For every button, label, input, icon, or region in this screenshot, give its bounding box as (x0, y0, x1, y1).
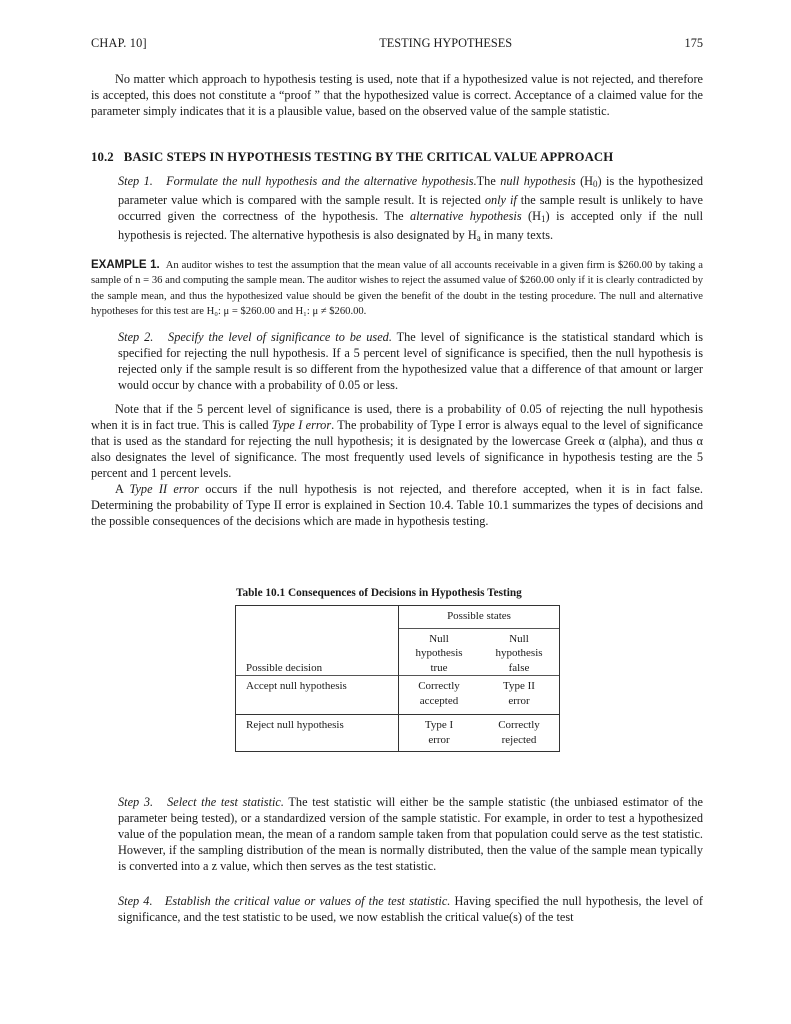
column-null-false (479, 628, 560, 676)
possible-states-header: Possible states (399, 606, 560, 629)
step-2-heading: Specify the level of significance to be used. (168, 330, 392, 345)
type-1-paragraph (91, 401, 703, 481)
running-title: TESTING HYPOTHESES (379, 36, 513, 50)
step-4-heading: Establish the critical value or values of the test statistic. (164, 894, 451, 908)
emphasis-only-if: only if (484, 193, 517, 207)
row-header: Possible decision (236, 628, 399, 676)
step-4-paragraph (118, 893, 703, 925)
cell-line: Type II (503, 680, 535, 692)
row-accept-label: Accept null hypothesis (236, 676, 399, 715)
step-4-text: Having specified the null hypothesis, the level of significance, and the test statistic to be used, we now establish the critical value(s) of the test (118, 894, 703, 924)
type-2-paragraph (91, 481, 703, 529)
step-1-text: (H (575, 174, 594, 188)
step-1-paragraph (118, 173, 703, 246)
null-hypothesis-term: null hypothesis (500, 174, 576, 188)
table-corner (236, 606, 399, 629)
column-header-line: true (430, 661, 448, 674)
column-header-line: Null (429, 632, 449, 645)
cell-type-2-error (479, 676, 560, 715)
step-1-text: ) is the hypothesized parameter value which is compared with the sample result. It is rejected (118, 174, 703, 207)
alternative-hypothesis-term: alternative hypothesis (410, 209, 522, 223)
paragraph-text: . The probability of Type I error is always equal to the level of significance that is used as the standard for rejecting the null hypothesis; it is designated by the lowercase Greek α (alpha), and thus α also designates the level of significance. The most frequently used levels of significance in hypothesis testing are the 5 percent and 1 percent levels. (91, 418, 703, 481)
cell-line: error (428, 733, 450, 746)
intro-paragraph: No matter which approach to hypothesis testing is used, note that if a hypothesized value is not rejected, and therefore is accepted, this does not constitute a “proof ” that the hypothesized value is correct. Acceptance of a claimed value for the parameter simply indicates that it is a plausible value, based on the observed value of the sample statistic. (91, 72, 703, 118)
section-heading (91, 150, 703, 165)
step-3-text: The test statistic will either be the sample statistic (the unbiased estimator of the parameter being tested), or a standardized version of the sample statistic. For example, in order to test a hypothesized value of the population mean, the mean of a random sample taken from that population could serve as the test statistic. However, if the sampling distribution of the mean is normally distributed, then the value of the sample mean typically is converted into a z value, which then serves as the test statistic. (118, 795, 704, 873)
cell-line: Correctly (418, 680, 460, 692)
column-header-line: hypothesis (495, 647, 543, 659)
subscript: a (476, 233, 481, 243)
cell-line: Type I (424, 719, 454, 731)
chapter-label: CHAP. 10] (91, 36, 147, 50)
step-3-paragraph (118, 794, 703, 874)
decision-table (235, 605, 560, 752)
example-label: EXAMPLE 1. (91, 259, 160, 271)
section-title: BASIC STEPS IN HYPOTHESIS TESTING BY THE CRITICAL VALUE APPROACH (123, 150, 614, 164)
step-2-text: The level of significance is the statistical standard which is specified for rejecting the null hypothesis. If a 5 percent level of significance is specified, then the null hypothesis is rejected only if the sample result is so different from the hypothesized value that a difference of that amount or larger would occur by chance with a probability of 0.05 or less. (118, 330, 704, 393)
cell-line: Correctly (498, 719, 540, 731)
example-text: An auditor wishes to test the assumption that the mean value of all accounts receivable in a given firm is $260.00 by taking a sample of n = 36 and computing the sample mean. The auditor wishes to reject the assumed value of $260.00 only if it is clearly contradicted by the sample mean, and thus the hypothesized value should be given the benefit of the doubt in the testing procedure. The null and alternative hypotheses for this test are H₀: μ = $260.00 and H₁: μ ≠ $260.00. (91, 260, 703, 317)
cell-type-1-error (399, 715, 480, 752)
subscript: 1 (541, 214, 546, 224)
column-header-line: false (508, 661, 530, 674)
cell-line: accepted (419, 694, 459, 707)
cell-correctly-accepted (399, 676, 480, 715)
step-1-text: the sample result is unlikely to have occurred given the correctness of the hypothesis. The (118, 193, 703, 223)
step-2-label: Step 2. (118, 330, 154, 345)
table-caption: Table 10.1 Consequences of Decisions in Hypothesis Testing (236, 587, 522, 599)
cell-correctly-rejected (479, 715, 560, 752)
column-null-true (399, 628, 480, 676)
example-1 (91, 258, 703, 319)
step-1-heading: Formulate the null hypothesis and the alternative hypothesis. (166, 174, 477, 188)
page-number: 175 (684, 36, 703, 50)
step-3-label: Step 3. (118, 795, 154, 809)
step-1-label: Step 1. (118, 174, 153, 188)
paragraph-text: occurs if the null hypothesis is not rejected, and therefore accepted, when it is in fact false. Determining the probability of Type II error is explained in Section 10.4. Table 10.1 summarizes the types of decisions and the possible consequences of the decisions which are made in hypothesis testing. (91, 482, 703, 529)
step-4-label: Step 4. (118, 894, 153, 908)
column-header-line: Null (509, 632, 529, 645)
type-2-term: Type II error (129, 482, 199, 497)
section-number: 10.2 (91, 150, 114, 164)
cell-line: error (508, 694, 530, 707)
paragraph-text: A (115, 482, 130, 497)
row-reject-label: Reject null hypothesis (236, 715, 399, 752)
column-header-line: hypothesis (415, 647, 463, 659)
step-2-paragraph (118, 329, 703, 393)
subscript: 0 (593, 179, 598, 189)
step-1-text: ) is accepted only if the null hypothesis is rejected. The alternative hypothesis is also designated by H (118, 209, 703, 242)
type-1-term: Type I error (271, 418, 332, 433)
paragraph-text: Note that if the 5 percent level of significance is used, there is a probability of 0.05 of rejecting the null hypothesis when it is in fact true. This is called (91, 402, 703, 433)
running-header (91, 36, 703, 54)
cell-line: rejected (501, 733, 537, 746)
step-1-text: (H (521, 209, 542, 223)
step-3-heading: Select the test statistic. (167, 795, 284, 809)
step-1-text: in many texts. (480, 228, 554, 242)
step-1-text: The (476, 174, 501, 188)
